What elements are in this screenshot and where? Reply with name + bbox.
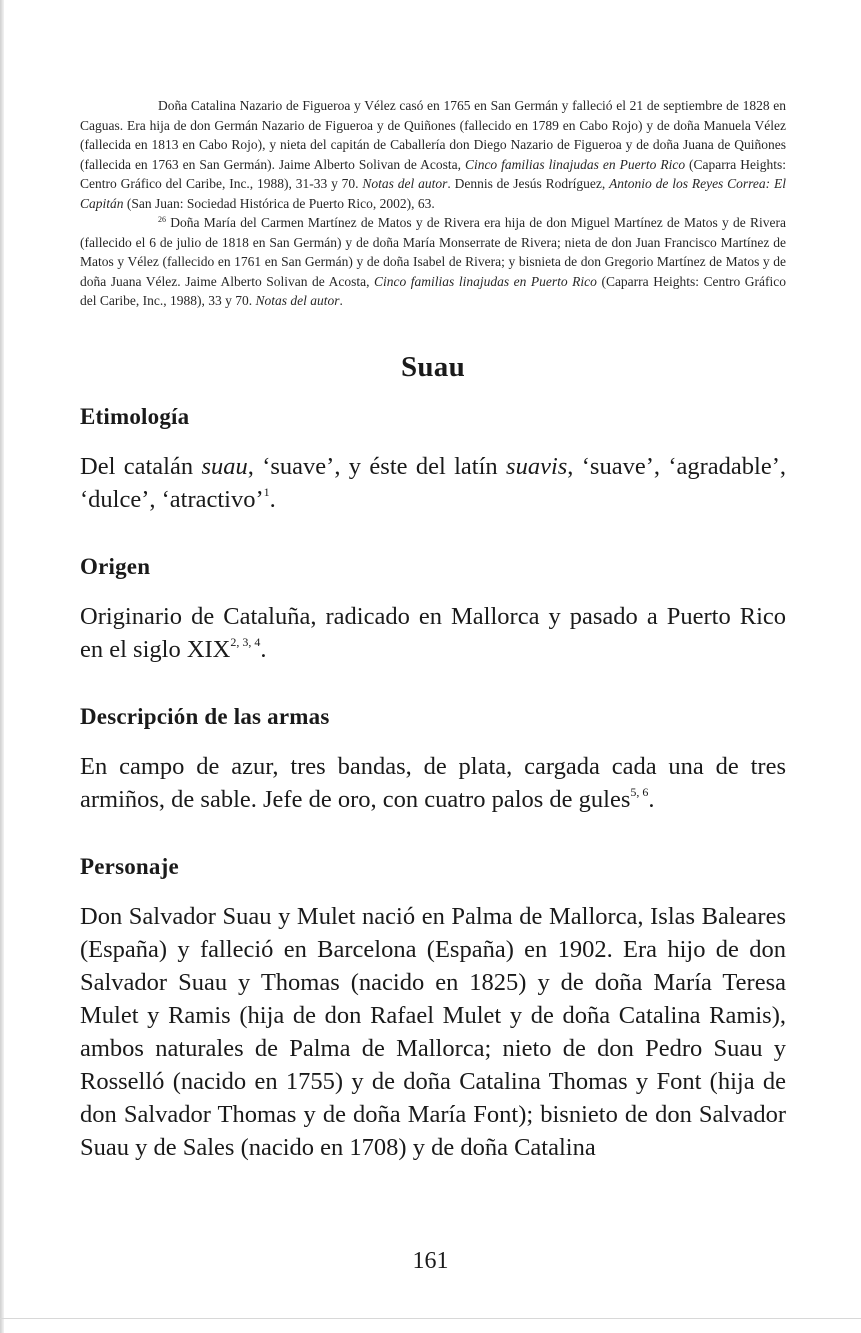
page-content xyxy=(80,96,786,1164)
term-suau: suau xyxy=(201,452,248,480)
footnotes xyxy=(80,96,786,311)
descripcion-text: En campo de azur, tres bandas, de plata, cargada cada una de tres armiños, de sable. Jefe de oro, con cuatro palos de gules$^{5, 6}$. xyxy=(80,752,786,813)
personaje-text: Don Salvador Suau y Mulet nació en Palma de Mallorca, Islas Baleares (España) y falleció en Barcelona (España) en 1902. Era hijo de don Salvador Suau y Thomas (nacido en 1825) y de doña María Teresa Mulet y Ramis (hija de don Rafael Mulet y de doña Catalina Ramis), ambos naturales de Palma de Mallorca; nieto de don Pedro Suau y Rosselló (nacido en 1755) y de doña Catalina Thomas y Font (hija de don Salvador Thomas y de doña María Font); bisnieto de don Salvador Suau y de Sales (nacido en 1708) y de doña Catalina xyxy=(80,902,786,1161)
heading-descripcion-armas: Descripción de las armas xyxy=(80,703,330,729)
author-notes-label: Notas del autor xyxy=(255,293,340,308)
term-suavis: suavis xyxy=(506,452,568,480)
page-edge xyxy=(0,0,4,1333)
book-title: Antonio de los Reyes Correa: El Capitán xyxy=(80,176,786,211)
author-notes-label: Notas del autor xyxy=(362,176,448,191)
origen-text: Originario de Cataluña, radicado en Mallorca y pasado a Puerto Rico en el siglo XIX$^{2, 3, 4}$. xyxy=(80,602,786,663)
footnote-ref: 2, 3, 4 xyxy=(230,634,261,649)
book-title: Cinco familias linajudas en Puerto Rico xyxy=(373,273,597,289)
page-number: 161 xyxy=(412,1248,449,1274)
footnote-26: $^{26}$ Doña María del Carmen Martínez de Matos y de Rivera era hija de don Miguel Martínez de Matos y de Rivera (fallecido el 6 de julio de 1818 en San Germán) y de doña María Monserrate de Rivera; nieta de don Juan Francisco Martínez de Matos y Vélez (fallecido en 1761 en San Germán) y de doña Isabel de Rivera; y bisnieta de don Gregorio Martínez de Matos y de doña Juana Vélez. Jaime Alberto Solivan de Acosta, Cinco familias linajudas en Puerto Rico (Caparra Heights: Centro Gráfico del Caribe, Inc., 1988), 33 y 70. Notas del autor. xyxy=(80,215,786,308)
footnote-ref: 5, 6 xyxy=(630,784,649,799)
bottom-rule xyxy=(0,1318,861,1319)
etimologia-text: Del catalán suau, ‘suave’, y éste del latín suavis, ‘suave’, ‘agradable’, ‘dulce’, ‘atractivo’$^1$. xyxy=(80,452,786,513)
footnote-ref: 1 xyxy=(263,484,270,499)
footnote-continued: Doña Catalina Nazario de Figueroa y Vélez casó en 1765 en San Germán y falleció el 21 de septiembre de 1828 en Caguas. Era hija de don Germán Nazario de Figueroa y de Quiñones (fallecido en 1789 en Cabo Rojo) y de doña Manuela Vélez (fallecida en 1813 en Cabo Rojo), y nieta del capitán de Caballería don Diego Nazario de Figueroa y de doña Juana de Quiñones (fallecida en 1763 en San Germán). Jaime Alberto Solivan de Acosta, Cinco familias linajudas en Puerto Rico (Caparra Heights: Centro Gráfico del Caribe, Inc., 1988), 31-33 y 70. Notas del autor. Dennis de Jesús Rodríguez, Antonio de los Reyes Correa: El Capitán (San Juan: Sociedad Histórica de Puerto Rico, 2002), 63. xyxy=(80,98,787,211)
surname-title: Suau xyxy=(400,350,466,383)
heading-etimologia: Etimología xyxy=(80,403,190,429)
heading-personaje: Personaje xyxy=(80,853,179,879)
book-title: Cinco familias linajudas en Puerto Rico xyxy=(464,156,686,172)
footnote-number: 26 xyxy=(158,215,166,224)
heading-origen: Origen xyxy=(80,553,151,579)
